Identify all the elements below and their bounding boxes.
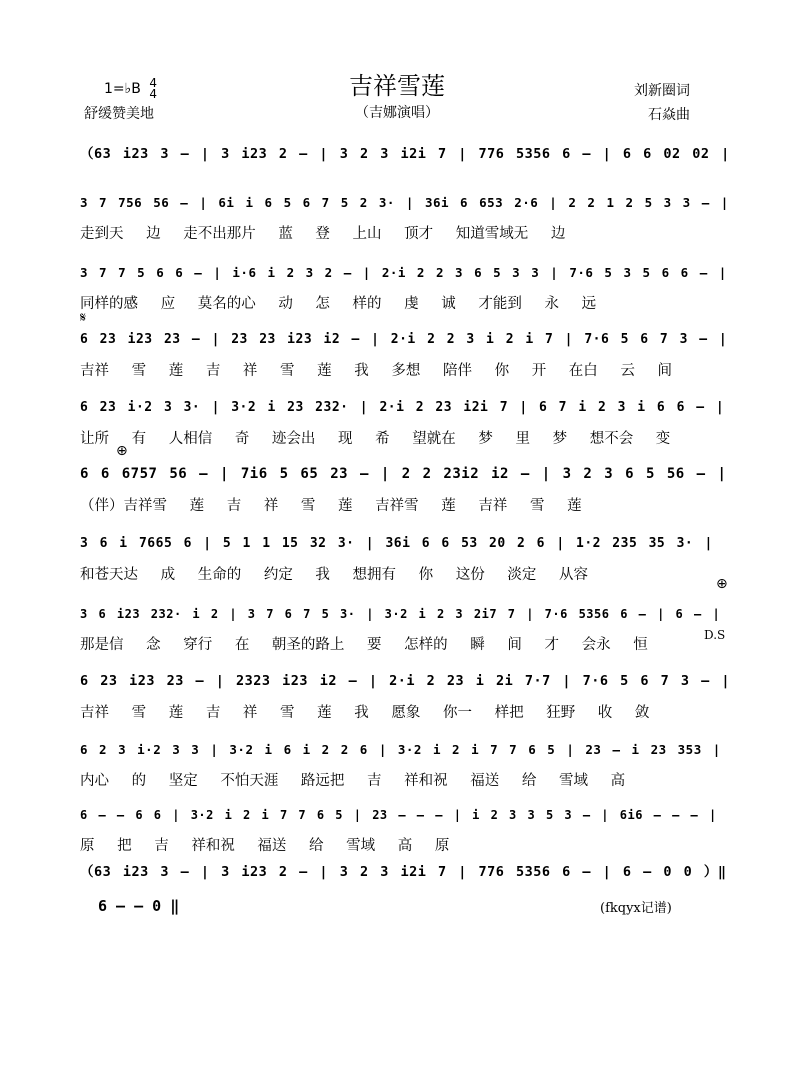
coda-sign-2: ⊕: [716, 576, 728, 592]
notation-row: [80, 140, 730, 162]
tempo-marking: 舒缓赞美地: [84, 106, 154, 122]
notation-text: 3 6 i 7665 6 | 5 1 1 15 32 3· | 36i 6 6 53 20 2 6 | 1·2 235 35 3· |: [80, 536, 713, 551]
notation-text: （63 i23 3 – | 3 i23 2 – | 3 2 3 i2i 7 | 776 5356 6 – | 6 – 0 0 ）‖: [80, 864, 727, 880]
composer: 石焱曲: [648, 107, 690, 123]
lyric-text: 原 把 吉 祥和祝 福送 给 雪域 高 原: [80, 838, 450, 854]
notation-row: [80, 858, 730, 880]
segno-sign: 𝄋: [80, 310, 87, 326]
lyric-row: [80, 359, 730, 379]
time-bottom: 4: [149, 87, 157, 101]
notation-text: 6 23 i23 23 – | 2323 i23 i2 – | 2·i 2 23 i 2i 7·7 | 7·6 5 6 7 3 – |: [80, 673, 731, 689]
lyric-row: [80, 427, 730, 447]
lyric-row: [80, 563, 730, 583]
ending-row: [98, 893, 238, 915]
lyric-text: 吉祥 雪 莲 吉 祥 雪 莲 我 愿象 你一 样把 狂野 收 敛: [80, 705, 650, 721]
lyric-text: 和苍天达 成 生命的 约定 我 想拥有 你 这份 淡定 从容: [80, 567, 588, 583]
notation-row: [80, 393, 730, 415]
song-title: 吉祥雪莲: [349, 72, 445, 100]
notation-text: 3 7 7 5 6 6 – | i·6 i 2 3 2 – | 2·i 2 2 3 6 5 3 3 | 7·6 5 3 5 6 6 – |: [80, 265, 727, 280]
lyric-text: 那是信 念 穿行 在 朝圣的路上 要 怎样的 瞬 间 才 会永 恒: [80, 637, 648, 653]
notation-text: 6 23 i·2 3 3· | 3·2 i 23 232· | 2·i 2 23 i2i 7 | 6 7 i 2 3 i 6 6 – |: [80, 400, 725, 415]
notation-text: 3 6 i23 232· i 2 | 3 7 6 7 5 3· | 3·2 i 2 3 2i7 7 | 7·6 5356 6 – | 6 – |: [80, 607, 721, 621]
coda-sign-1: ⊕: [116, 443, 128, 459]
lyric-text: 让所 有 人相信 奇 迹会出 现 希 望就在 梦 里 梦 想不会 变: [80, 431, 671, 447]
lyric-text: （伴）吉祥雪 莲 吉 祥 雪 莲 吉祥雪 莲 吉祥 雪 莲: [80, 498, 582, 514]
lyricist: 刘新圈词: [634, 83, 690, 99]
lyric-text: 同样的感 应 莫名的心 动 怎 样的 虔 诚 才能到 永 远: [80, 296, 597, 312]
key-label: 1=♭B: [104, 81, 141, 97]
notation-text: （63 i23 3 – | 3 i23 2 – | 3 2 3 i2i 7 | 776 5356 6 – | 6 6 02 02 |: [80, 146, 730, 162]
lyric-text: 走到天 边 走不出那片 蓝 登 上山 顶才 知道雪域无 边: [80, 226, 566, 242]
notation-row: [80, 529, 730, 551]
notation-text: 6 23 i23 23 – | 23 23 i23 i2 – | 2·i 2 2 3 i 2 i 7 | 7·6 5 6 7 3 – |: [80, 332, 728, 347]
song-subtitle: （吉娜演唱）: [355, 105, 439, 121]
lyric-text: 内心 的 坚定 不怕天涯 路远把 吉 祥和祝 福送 给 雪域 高: [80, 773, 626, 789]
notation-text: 6 6 6757 56 – | 7i6 5 65 23 – | 2 2 23i2 i2 – | 3 2 3 6 5 56 – |: [80, 466, 727, 482]
notation-row: [80, 599, 730, 621]
ending-notes: 6 – – 0 ‖: [98, 897, 180, 915]
lyric-row: [80, 494, 730, 514]
lyric-row: [80, 292, 730, 312]
transcriber-credit: (fkqyx记谱): [600, 901, 672, 916]
notation-text: 6 – – 6 6 | 3·2 i 2 i 7 7 6 5 | 23 – – – | i 2 3 3 5 3 – | 6i6 – – – |: [80, 808, 717, 822]
ds-marking: D.S: [704, 628, 726, 642]
lyric-row: [80, 769, 730, 789]
notation-row: [80, 188, 730, 210]
notation-row: [80, 460, 730, 482]
notation-row: [80, 800, 730, 822]
lyric-row: [80, 633, 730, 653]
notation-row: [80, 258, 730, 280]
lyric-row: [80, 222, 730, 242]
notation-row: [80, 735, 730, 757]
time-top: 4: [149, 76, 157, 90]
lyric-text: 吉祥 雪 莲 吉 祥 雪 莲 我 多想 陪伴 你 开 在白 云 间: [80, 363, 673, 379]
notation-row: [80, 667, 730, 689]
notation-row: [80, 325, 730, 347]
lyric-row: [80, 834, 730, 854]
notation-text: 3 7 756 56 – | 6i i 6 5 6 7 5 2 3· | 36i 6 653 2·6 | 2 2 1 2 5 3 3 – |: [80, 195, 729, 210]
lyric-row: [80, 701, 730, 721]
notation-text: 6 2 3 i·2 3 3 | 3·2 i 6 i 2 2 6 | 3·2 i 2 i 7 7 6 5 | 23 – i 23 353 |: [80, 742, 721, 757]
